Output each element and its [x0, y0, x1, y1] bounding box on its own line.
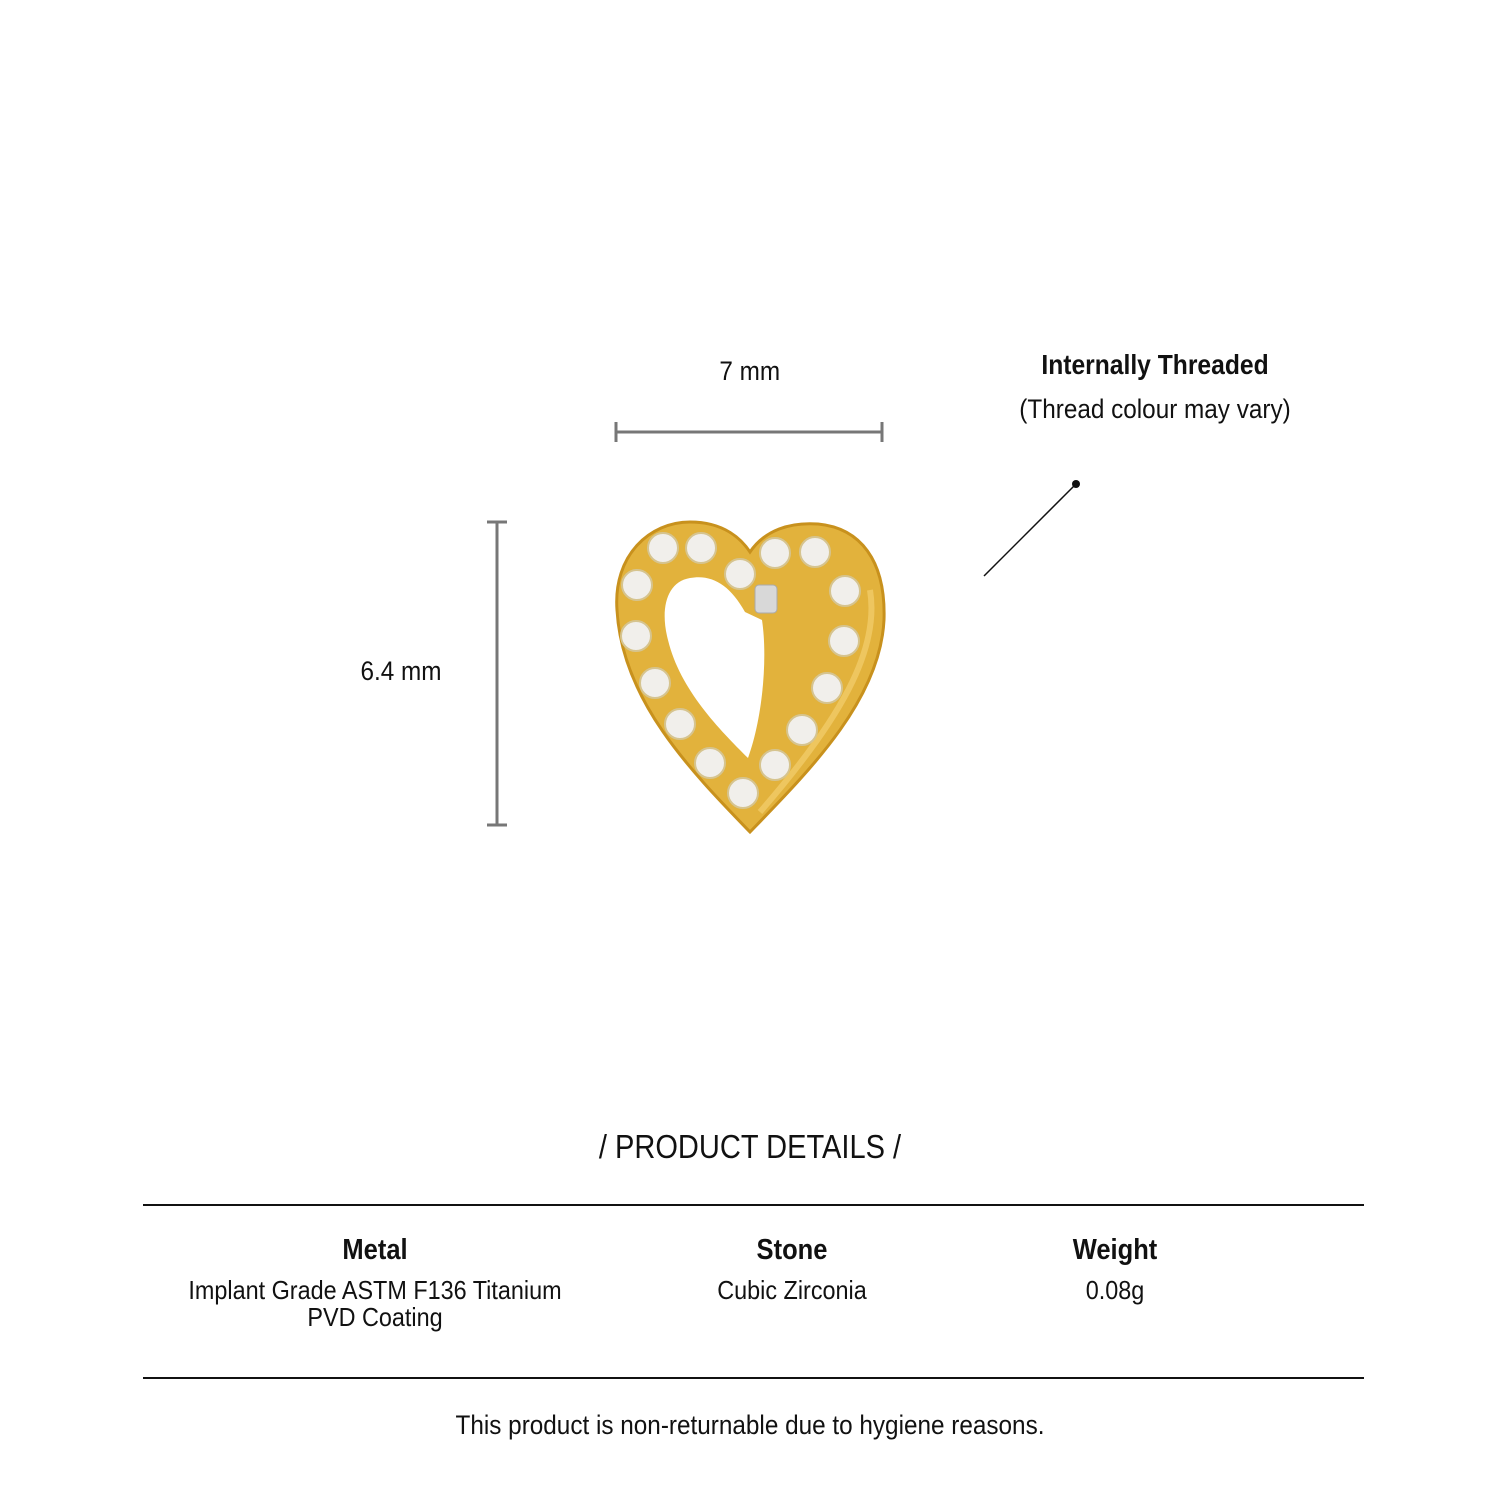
stone-icon: [725, 559, 755, 589]
stone-icon: [787, 715, 817, 745]
detail-metal: [135, 1232, 615, 1331]
stone-icon: [665, 709, 695, 739]
stone-icon: [686, 533, 716, 563]
bottom-divider: [143, 1377, 1364, 1379]
stone-icon: [829, 626, 859, 656]
product-details-title: / PRODUCT DETAILS /: [598, 1128, 902, 1165]
stone-icon: [622, 570, 652, 600]
width-label: 7 mm: [719, 356, 781, 386]
detail-heading: Metal: [342, 1234, 408, 1266]
stone-icon: [812, 673, 842, 703]
thread-callout: [960, 346, 1350, 434]
stone-icon: [830, 576, 860, 606]
height-dimension-line: [487, 522, 507, 825]
detail-stone: [642, 1232, 942, 1304]
callout-pointer: [984, 480, 1080, 576]
detail-value: Cubic Zirconia: [717, 1275, 867, 1305]
detail-value: Implant Grade ASTM F136 Titanium: [188, 1275, 562, 1305]
stone-icon: [728, 778, 758, 808]
stone-icon: [800, 537, 830, 567]
detail-weight: [1015, 1232, 1215, 1304]
stone-icon: [640, 668, 670, 698]
stone-icon: [695, 748, 725, 778]
detail-heading: Stone: [756, 1234, 828, 1266]
detail-value: 0.08g: [1085, 1275, 1145, 1305]
detail-value: PVD Coating: [307, 1302, 443, 1332]
height-label: 6.4 mm: [360, 656, 442, 686]
stone-icon: [648, 533, 678, 563]
callout-subtitle: (Thread colour may vary): [1019, 394, 1291, 424]
width-dimension-line: [616, 422, 882, 442]
stone-icon: [760, 750, 790, 780]
stone-icon: [621, 621, 651, 651]
callout-title: Internally Threaded: [1041, 349, 1269, 380]
returns-note: This product is non-returnable due to hygiene reasons.: [455, 1410, 1045, 1440]
heart-earring-image: [617, 522, 884, 832]
stone-icon: [760, 538, 790, 568]
top-divider: [143, 1204, 1364, 1206]
detail-heading: Weight: [1072, 1234, 1158, 1266]
